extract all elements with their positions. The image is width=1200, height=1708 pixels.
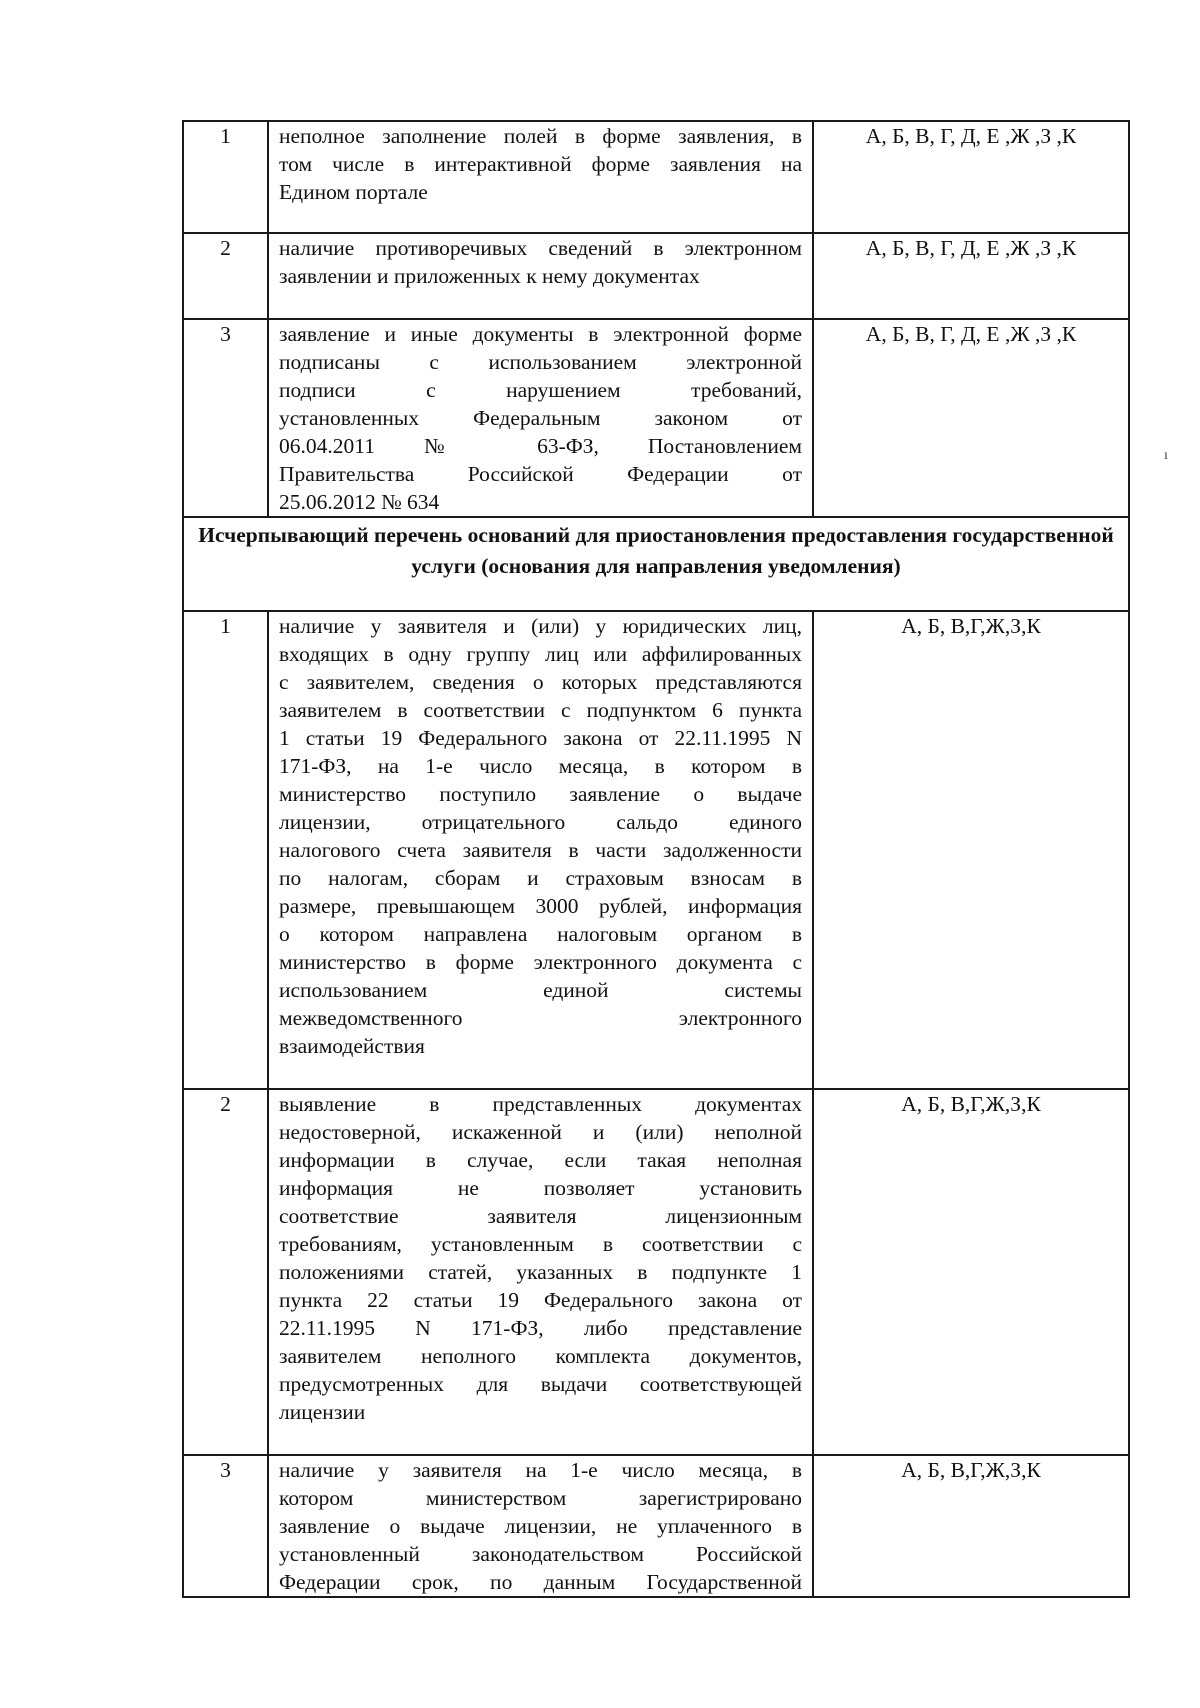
row-text [268,1455,813,1597]
text-line: наличие у заявителя и (или) у юридических лиц, [279,614,802,638]
row-number: 2 [183,233,268,319]
text-line: использованием единой системы [279,978,802,1002]
text-line: том числе в интерактивной форме заявления на [279,152,802,176]
text-line: о котором направлена налоговым органом в [279,922,802,946]
text-line: пункта 22 статьи 19 Федерального закона от [279,1288,802,1312]
row-number: 1 [183,611,268,1089]
text-line: положениями статей, указанных в подпункте 1 [279,1260,802,1284]
text-line: министерство поступило заявление о выдаче [279,782,802,806]
text-line: выявление в представленных документах [279,1092,802,1116]
text-line: лицензии [279,1400,366,1424]
text-line: котором министерством зарегистрировано [279,1486,802,1510]
row-codes: А, Б, В,Г,Ж,З,К [813,611,1129,1089]
text-line: информация не позволяет установить [279,1176,802,1200]
text-line: установленных Федеральным законом от [279,406,802,430]
text-line: заявителем неполного комплекта документов, [279,1344,802,1368]
text-line: подписаны с использованием электронной [279,350,802,374]
text-line: наличие противоречивых сведений в электронном [279,236,802,260]
text-line: входящих в одну группу лиц или аффилированных [279,642,802,666]
section-heading: Исчерпывающий перечень оснований для приостановления предоставления государственной услуги (основания для направления уведомления) [183,517,1129,611]
text-line: министерство в форме электронного документа с [279,950,802,974]
text-line: установленный законодательством Российской [279,1542,802,1566]
scan-mark: ı [1164,448,1168,463]
row-text [268,611,813,1089]
text-line: заявлении и приложенных к нему документах [279,264,700,288]
text-line: информации в случае, если такая неполная [279,1148,802,1172]
text-line: требованиям, установленным в соответствии с [279,1232,802,1256]
text-line: Едином портале [279,180,428,204]
row-text [268,319,813,517]
text-line: 1 статьи 19 Федерального закона от 22.11.1995 N [279,726,802,750]
table-row [183,319,1129,517]
table-row [183,121,1129,233]
text-line: недостоверной, искаженной и (или) неполной [279,1120,802,1144]
section-heading-row [183,517,1129,611]
row-text [268,233,813,319]
text-line: по налогам, сборам и страховым взносам в [279,866,802,890]
text-line: Правительства Российской Федерации от [279,462,802,486]
text-line: заявителем в соответствии с подпунктом 6 пункта [279,698,802,722]
text-line: заявление и иные документы в электронной форме [279,322,802,346]
row-codes: А, Б, В, Г, Д, Е ,Ж ,З ,К [813,121,1129,233]
row-number: 2 [183,1089,268,1455]
text-line: 06.04.2011 № 63-ФЗ, Постановлением [279,434,802,458]
row-text [268,1089,813,1455]
row-codes: А, Б, В, Г, Д, Е ,Ж ,З ,К [813,319,1129,517]
text-line: заявление о выдаче лицензии, не уплаченного в [279,1514,802,1538]
text-line: 171-ФЗ, на 1-е число месяца, в котором в [279,754,802,778]
table-row [183,611,1129,1089]
text-line: взаимодействия [279,1034,425,1058]
table-row [183,1455,1129,1597]
text-line: неполное заполнение полей в форме заявления, в [279,124,802,148]
row-number: 3 [183,1455,268,1597]
table-row [183,1089,1129,1455]
row-number: 1 [183,121,268,233]
text-line: подписи с нарушением требований, [279,378,802,402]
text-line: размере, превышающем 3000 рублей, информация [279,894,802,918]
row-codes: А, Б, В, Г, Д, Е ,Ж ,З ,К [813,233,1129,319]
row-codes: А, Б, В,Г,Ж,З,К [813,1455,1129,1597]
text-line: 22.11.1995 N 171-ФЗ, либо представление [279,1316,802,1340]
text-line: предусмотренных для выдачи соответствующей [279,1372,802,1396]
grounds-table [182,120,1130,1598]
text-line: межведомственного электронного [279,1006,802,1030]
text-line: Федерации срок, по данным Государственной [279,1570,802,1594]
row-text [268,121,813,233]
text-line: 25.06.2012 № 634 [279,490,440,514]
text-line: с заявителем, сведения о которых представляются [279,670,802,694]
row-number: 3 [183,319,268,517]
row-codes: А, Б, В,Г,Ж,З,К [813,1089,1129,1455]
text-line: соответствие заявителя лицензионным [279,1204,802,1228]
text-line: лицензии, отрицательного сальдо единого [279,810,802,834]
text-line: налогового счета заявителя в части задолженности [279,838,802,862]
text-line: наличие у заявителя на 1-е число месяца, в [279,1458,802,1482]
table-row [183,233,1129,319]
